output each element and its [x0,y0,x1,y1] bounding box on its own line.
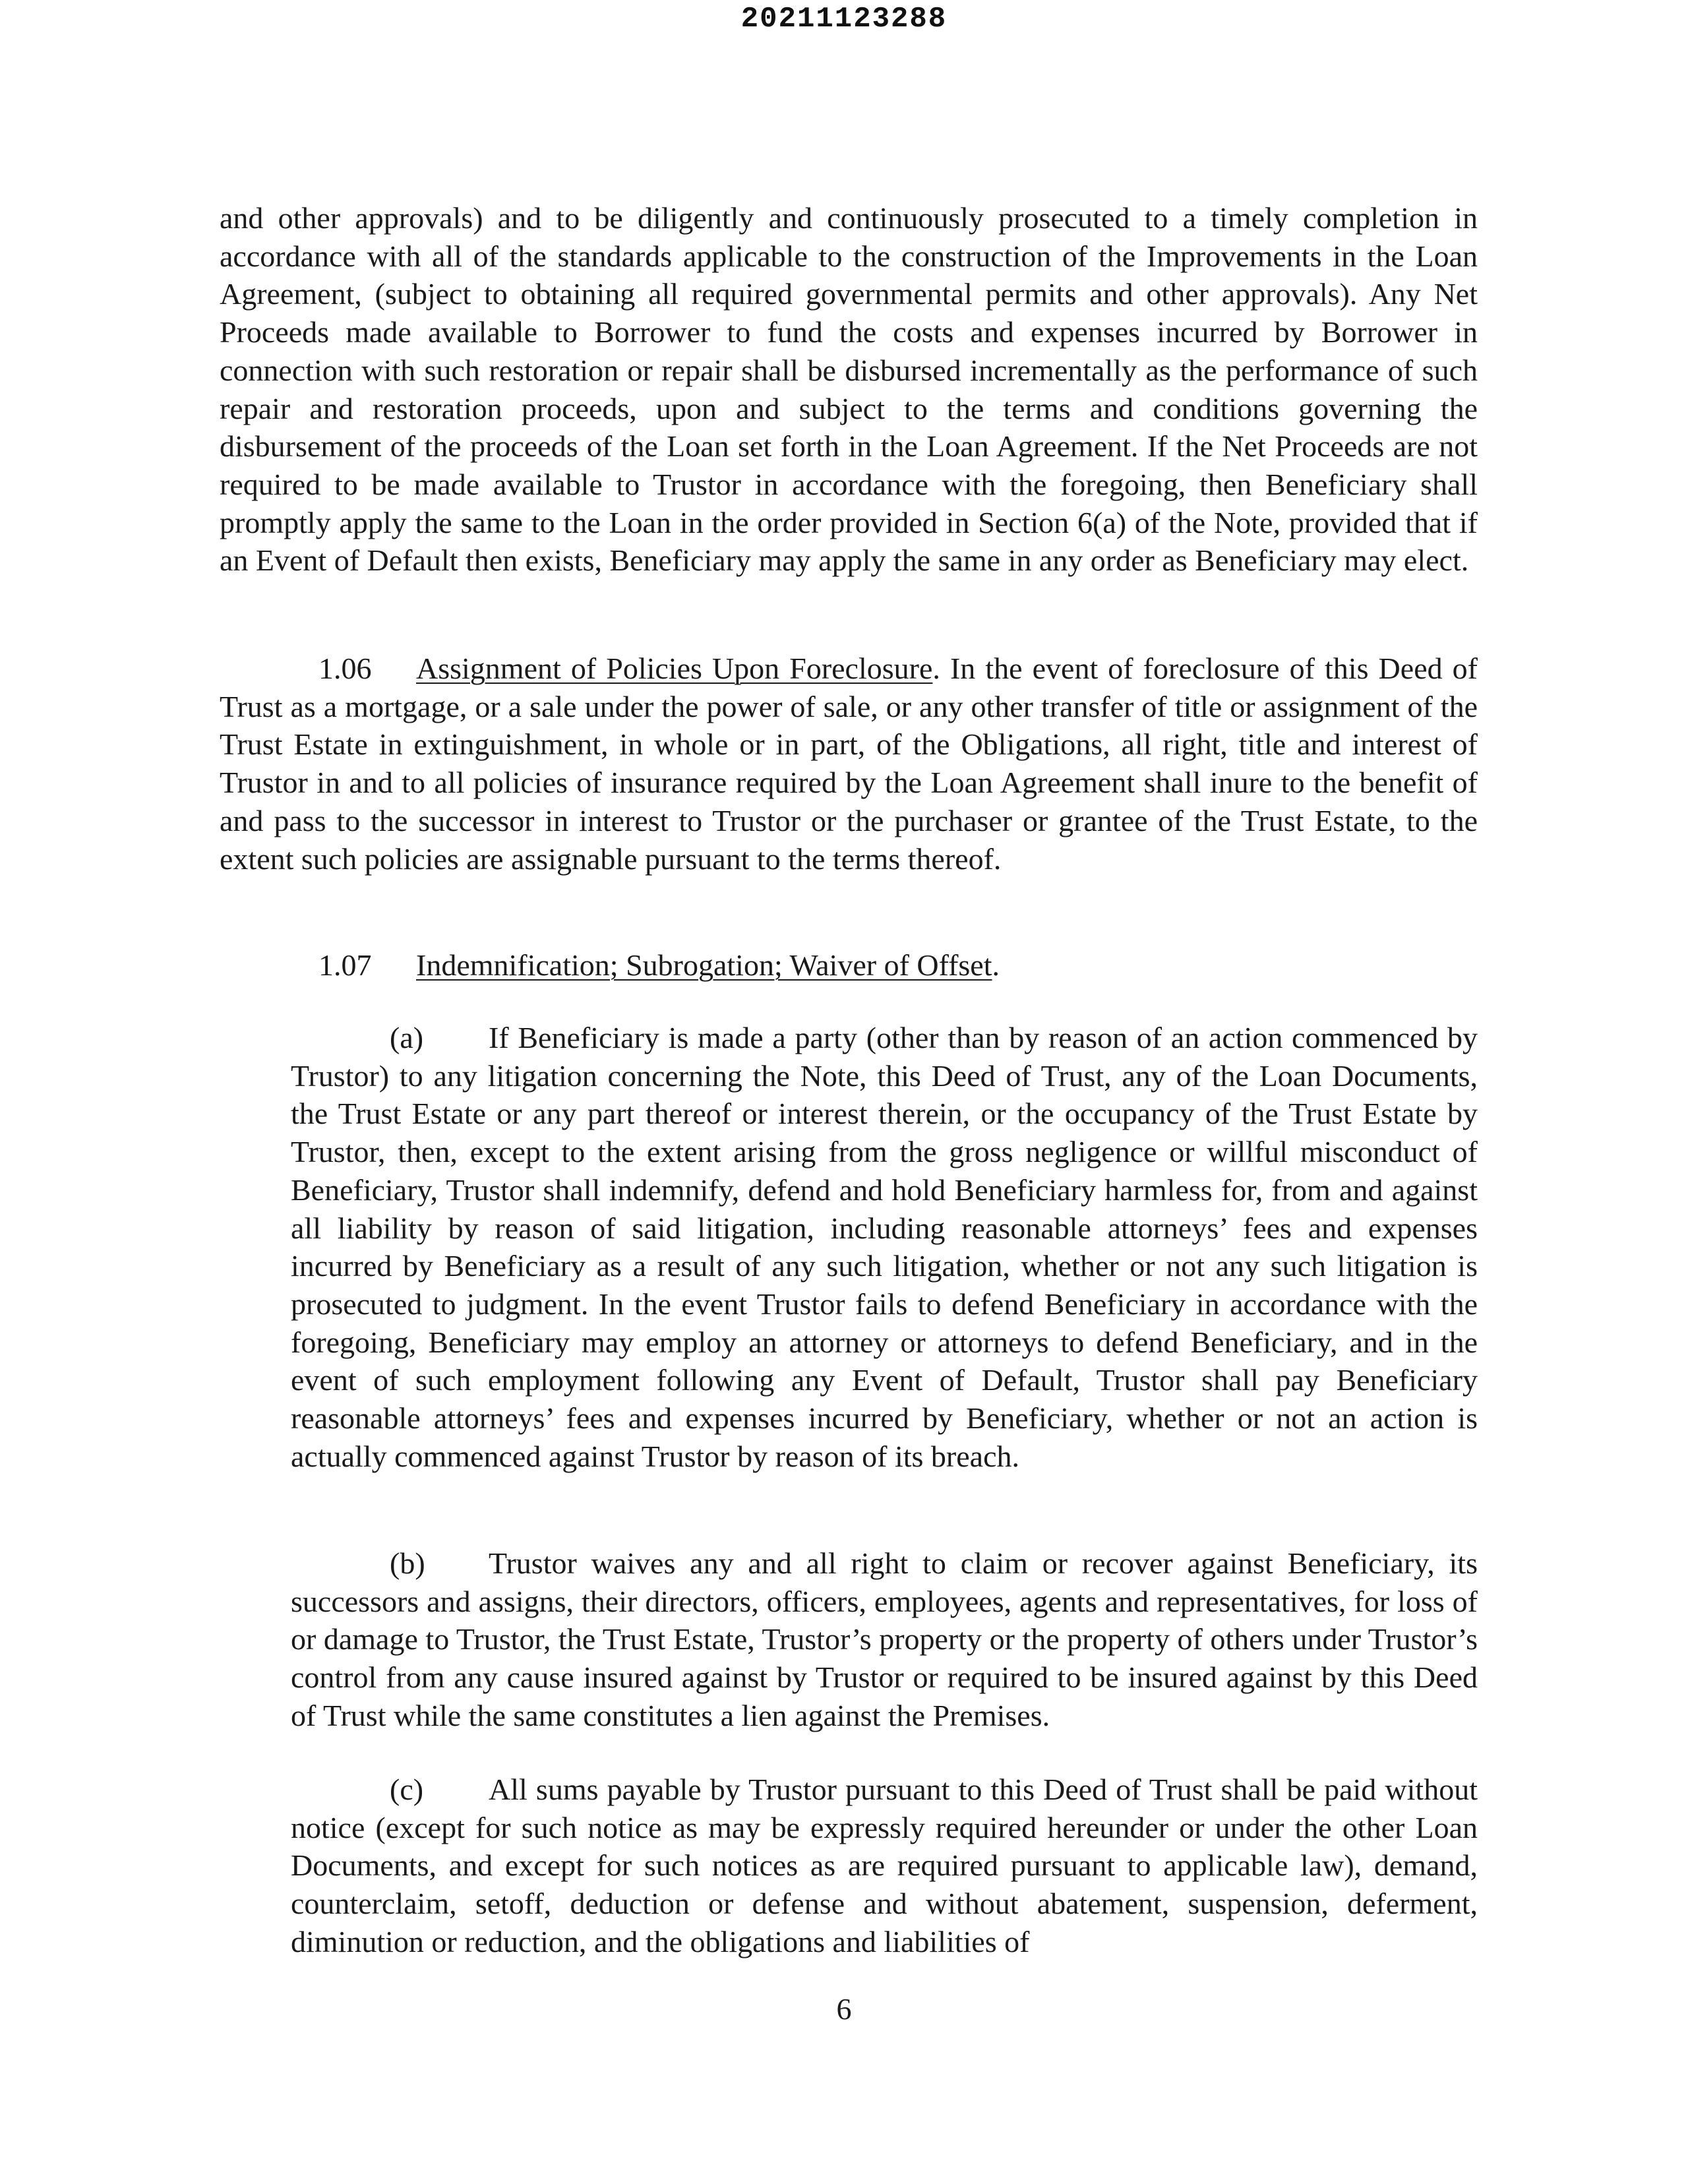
document-number: 20211123288 [740,3,948,36]
subsection-text: If Beneficiary is made a party (other than by reason of an action commenced by Trustor) to any litigation concerning the Note, this Deed of Trust, any of the Loan Documents, the Trust Estate or any part thereof or interest therein, or the occupancy of the Trust Estate by Trustor, then, except to the extent arising from the gross negligence or willful misconduct of Beneficiary, Trustor shall indemnify, defend and hold Beneficiary harmless for, from and against all liability by reason of said litigation, including reasonable attorneys’ fees and expenses incurred by Beneficiary as a result of any such litigation, whether or not any such litigation is prosecuted to judgment. In the event Trustor fails to defend Beneficiary in accordance with the foregoing, Beneficiary may employ an attorney or attorneys to defend Beneficiary, and in the event of such employment following any Event of Default, Trustor shall pay Beneficiary reasonable attorneys’ fees and expenses incurred by Beneficiary, whether or not an action is actually commenced against Trustor by reason of its breach. [291,1021,1478,1473]
subsection-b [291,1544,1478,1735]
subsection-label: (a) [390,1021,424,1054]
page-number: 6 [836,1992,852,2026]
section-period: . [992,948,1000,982]
subsection-a [291,1019,1478,1475]
section-number: 1.06 [318,652,372,685]
section-text: . In the event of foreclosure of this Deed of Trust as a mortgage, or a sale under the power of sale, or any other transfer of title or assignment of the Trust Estate in extinguishment, in whole or in part, of the Obligations, all right, title and interest of Trustor in and to all policies of insurance required by the Loan Agreement shall inure to the benefit of and pass to the successor in interest to Trustor or the purchaser or grantee of the Trust Estate, to the extent such policies are assignable pursuant to the terms thereof. [220,652,1478,876]
subsection-label: (b) [390,1546,425,1580]
section-heading: Assignment of Policies Upon Foreclosure [416,652,933,685]
subsection-label: (c) [390,1773,424,1806]
paragraph-intro: and other approvals) and to be diligently and continuously prosecuted to a timely completion in accordance with all of the standards applicable to the construction of the Improvements in the Loan Agreement, (subject to obtaining all required governmental permits and other approvals). Any Net Proceeds made available to Borrower to fund the costs and expenses incurred by Borrower in connection with such restoration or repair shall be disbursed incrementally as the performance of such repair and restoration proceeds, upon and subject to the terms and conditions governing the disbursement of the proceeds of the Loan set forth in the Loan Agreement. If the Net Proceeds are not required to be made available to Trustor in accordance with the foregoing, then Beneficiary shall promptly apply the same to the Loan in the order provided in Section 6(a) of the Note, provided that if an Event of Default then exists, Beneficiary may apply the same in any order as Beneficiary may elect. [220,201,1478,578]
subsection-text: All sums payable by Trustor pursuant to this Deed of Trust shall be paid without notice (except for such notice as may be expressly required hereunder or under the other Loan Documents, and except for such notices as are required pursuant to applicable law), demand, counterclaim, setoff, deduction or defense and without abatement, suspension, deferment, diminution or reduction, and the obligations and liabilities of [291,1773,1478,1958]
section-heading: Indemnification; Subrogation; Waiver of Offset [416,948,992,982]
section-number: 1.07 [318,948,372,982]
section-1-07 [220,946,1478,985]
subsection-c [291,1771,1478,1961]
subsection-text: Trustor waives any and all right to claim or recover against Beneficiary, its successors and assigns, their directors, officers, employees, agents and representatives, for loss of or damage to Trustor, the Trust Estate, Trustor’s property or the property of others under Trustor’s control from any cause insured against by Trustor or required to be insured against by this Deed of Trust while the same constitutes a lien against the Premises. [291,1546,1478,1732]
section-1-06 [220,650,1478,878]
